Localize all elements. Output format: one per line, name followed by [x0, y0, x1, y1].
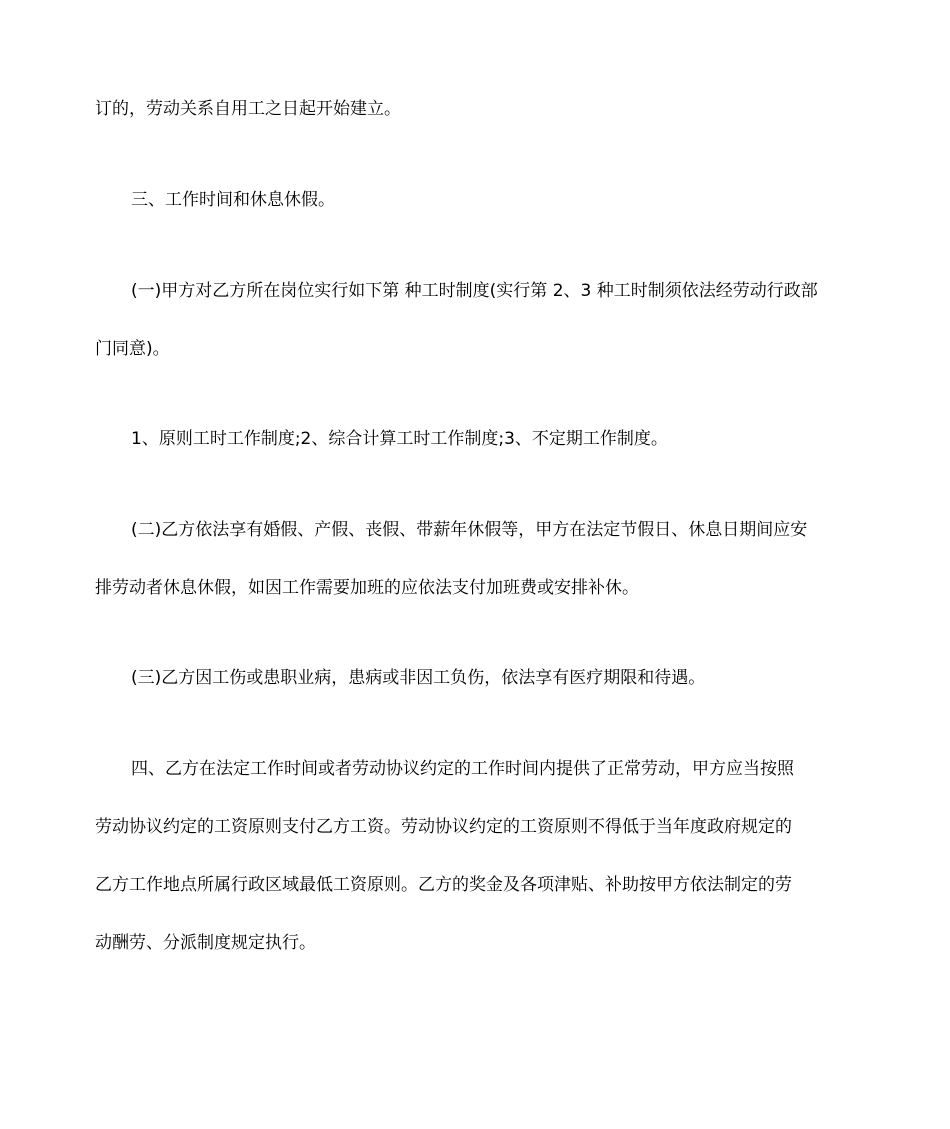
text-line: (三)乙方因工伤或患职业病，患病或非因工负伤，依法享有医疗期限和待遇。: [131, 668, 706, 688]
paragraph-hours-system: [95, 262, 857, 378]
text-line: (一)甲方对乙方所在岗位实行如下第 种工时制度(实行第 2、3 种工时制须依法经劳动行政部: [131, 281, 818, 301]
heading-work-hours: [95, 171, 857, 229]
paragraph-contract-continuation: [95, 80, 857, 138]
text-line: 四、乙方在法定工作时间或者劳动协议约定的工作时间内提供了正常劳动，甲方应当按照: [131, 759, 794, 779]
text-line: 三、工作时间和休息休假。: [131, 190, 335, 210]
paragraph-wages: [95, 740, 857, 972]
text-line: 乙方工作地点所属行政区域最低工资原则。乙方的奖金及各项津贴、补助按甲方依法制定的劳: [95, 875, 792, 895]
text-line: 门同意)。: [95, 339, 170, 359]
paragraph-hours-types: [95, 410, 857, 468]
text-line: 排劳动者休息休假，如因工作需要加班的应依法支付加班费或安排补休。: [95, 578, 639, 598]
text-line: 劳动协议约定的工资原则支付乙方工资。劳动协议约定的工资原则不得低于当年度政府规定的: [95, 817, 792, 837]
paragraph-leave: [95, 501, 857, 617]
text-line: 订的，劳动关系自用工之日起开始建立。: [95, 99, 401, 119]
text-line: (二)乙方依法享有婚假、产假、丧假、带薪年休假等，甲方在法定节假日、休息日期间应安: [131, 520, 808, 540]
text-line: 1、原则工时工作制度;2、综合计算工时工作制度;3、不定期工作制度。: [131, 429, 668, 449]
paragraph-injury: [95, 649, 857, 707]
text-line: 动酬劳、分派制度规定执行。: [95, 933, 316, 953]
